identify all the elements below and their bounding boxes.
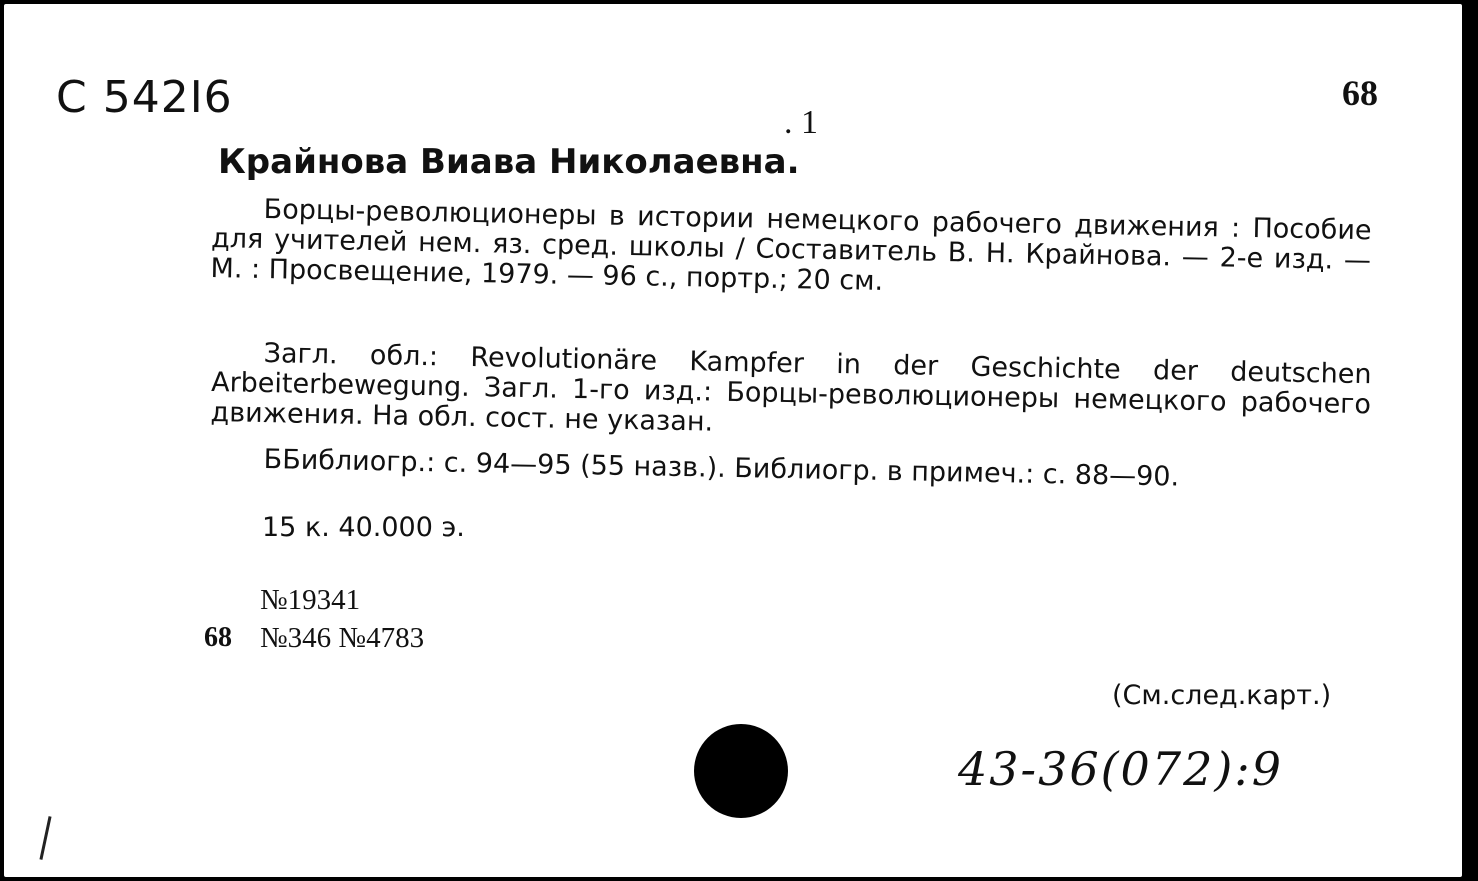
- continued-note: (См.след.карт.): [1112, 680, 1332, 711]
- note-text: Загл. обл.: Revolutionäre Kampfer in der Geschichte der deutschen Arbeiterbewegung. Загл. 1-го изд.: Борцы-революционеры немецкого рабочего движения. На обл. сост. не указан.: [210, 337, 1372, 438]
- corner-number: 68: [1342, 73, 1378, 113]
- catalog-card: [4, 4, 1462, 877]
- one-mark: . 1: [784, 104, 818, 141]
- corner-tick-mark: [39, 816, 51, 860]
- bibliography-text: ББиблиогр.: с. 94—95 (55 назв.). Библиогр. в примеч.: с. 88—90.: [263, 443, 1180, 493]
- indent: [212, 361, 264, 362]
- inventory-number-1: №19341: [260, 584, 361, 616]
- handwritten-classification: 43-36(072):9: [958, 742, 1284, 796]
- punch-hole: [694, 724, 788, 818]
- author-heading: Крайнова Виава Николаевна.: [218, 142, 800, 182]
- indent: [212, 467, 264, 468]
- inventory-number-2: №346 №4783: [260, 622, 425, 654]
- price-line: 15 к. 40.000 э.: [262, 512, 465, 543]
- call-number: С 542I6: [56, 72, 233, 123]
- indent: [212, 217, 264, 218]
- bibliography-paragraph: [211, 444, 1371, 496]
- description-paragraph: [210, 194, 1372, 306]
- description-text: Борцы-революционеры в истории немецкого рабочего движения : Пособие для учителей нем. яз. сред. школы / Составитель В. Н. Крайнова. — 2-е изд. — М. : Просвещение, 1979. — 96 с., портр.; 20 см.: [210, 193, 1372, 297]
- note-paragraph: [210, 338, 1372, 450]
- inventory-lead-number: 68: [204, 622, 232, 653]
